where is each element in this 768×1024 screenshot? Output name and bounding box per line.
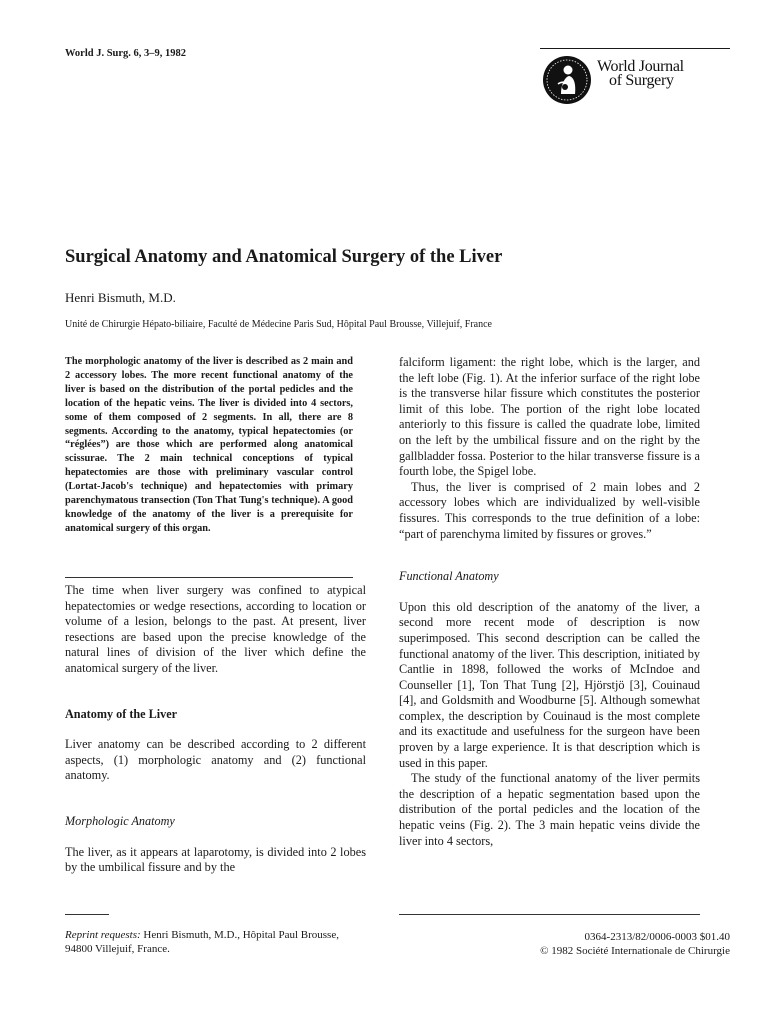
segmentation-paragraph: The study of the functional anatomy of the liver permits the description of a hepatic segmentation based upon the distribution of the portal pedicles and the location of the hepatic veins (Fig. 2). The 3 main hepatic veins divide the liver into 4 sectors, <box>399 771 700 848</box>
publication-info <box>540 930 730 958</box>
anatomy-paragraph: Liver anatomy can be described according to 2 different aspects, (1) morphologic anatomy and (2) functional anatomy. <box>65 737 366 783</box>
author-affiliation: Unité de Chirurgie Hépato-biliaire, Faculté de Médecine Paris Sud, Hôpital Paul Brousse, Villejuif, France <box>65 319 492 330</box>
lobes-summary-paragraph: Thus, the liver is comprised of 2 main lobes and 2 accessory lobes which are individualized by well-visible fissures. This corresponds to the true definition of a lobe: “part of parenchyma limited by fissures or groves.” <box>399 479 700 541</box>
footnote-divider <box>65 914 109 915</box>
logo-rule <box>540 48 730 49</box>
copyright-notice: © 1982 Société Internationale de Chirurgie <box>540 945 730 957</box>
reprint-address: Henri Bismuth, M.D., Hôpital Paul Brousse, 94800 Villejuif, France. <box>65 929 339 955</box>
reprint-requests <box>65 928 365 956</box>
abstract-divider <box>65 577 353 578</box>
abstract: The morphologic anatomy of the liver is described as 2 main and 2 accessory lobes. The more recent functional anatomy of the liver is based on the distribution of the portal pedicles and the location of the hepatic veins. The liver is divided into 4 sectors, some of them composed of 2 segments. In all, there are 8 segments. According to the anatomy, typical hepatectomies (or “réglées”) are those which are performed along anatomical scissurae. The 2 main technical conceptions of typical hepatectomies are those with preliminary vascular control (Lortat-Jacob's technique) and hepatectomies with primary parenchymatous transection (Ton That Tung's technique). A good knowledge of the anatomy of the liver is a prerequisite for anatomical surgery of this organ. <box>65 356 353 534</box>
functional-paragraph: Upon this old description of the anatomy of the liver, a second more recent mode of description is now superimposed. This second description can be called the functional anatomy of the liver. This description, initiated by Cantlie in 1898, followed the works of McIndoe and Counseller [1], Ton That Tung [2], Hjörstjö [3], Couinaud [4], and Goldsmith and Woodburne [5]. Although somewhat complex, the description by Couinaud is the most complete and its exactitude and usefulness for the surgeon have been proven by a large experience. It is that description which is used in this paper. <box>399 599 700 770</box>
article-title: Surgical Anatomy and Anatomical Surgery of the Liver <box>65 247 503 267</box>
journal-name <box>597 60 684 88</box>
intro-paragraph: The time when liver surgery was confined to atypical hepatectomies or wedge resections, according to location or volume of a lesion, belongs to the past. At present, liver resections are based upon the precise knowledge of the natural lines of division of the liver which define the anatomical surgery of the liver. <box>65 583 366 675</box>
subsection-heading-morphologic: Morphologic Anatomy <box>65 813 175 828</box>
morphologic-paragraph: The liver, as it appears at laparotomy, is divided into 2 lobes by the umbilical fissure and by the <box>65 844 366 875</box>
subsection-heading-functional: Functional Anatomy <box>399 569 499 584</box>
left-column <box>65 583 366 876</box>
article-author: Henri Bismuth, M.D. <box>65 290 176 305</box>
journal-emblem-icon <box>541 54 593 106</box>
journal-logo <box>540 48 730 106</box>
right-footer-divider <box>399 914 700 915</box>
journal-citation: World J. Surg. 6, 3–9, 1982 <box>65 48 187 59</box>
section-heading-anatomy: Anatomy of the Liver <box>65 706 178 721</box>
reprint-label: Reprint requests: <box>65 929 141 941</box>
issn-code: 0364-2313/82/0006-0003 $01.40 <box>584 931 730 943</box>
journal-name-line2: of Surgery <box>609 72 674 89</box>
lobes-paragraph: falciform ligament: the right lobe, which is the larger, and the left lobe (Fig. 1). At the inferior surface of the right lobe is the transverse hilar fissure which constitutes the posterior limit of this lobe. The portion of the right lobe located anteriorly to this fissure is called the quadrate lobe, limited on the left by the umbilical fissure and on the right by the gallbladder fossa. Posterior to the hilar transverse fissure is a fourth lobe, the Spigel lobe. <box>399 355 700 479</box>
right-column <box>399 355 700 849</box>
journal-name-line1: World Journal <box>597 58 684 75</box>
